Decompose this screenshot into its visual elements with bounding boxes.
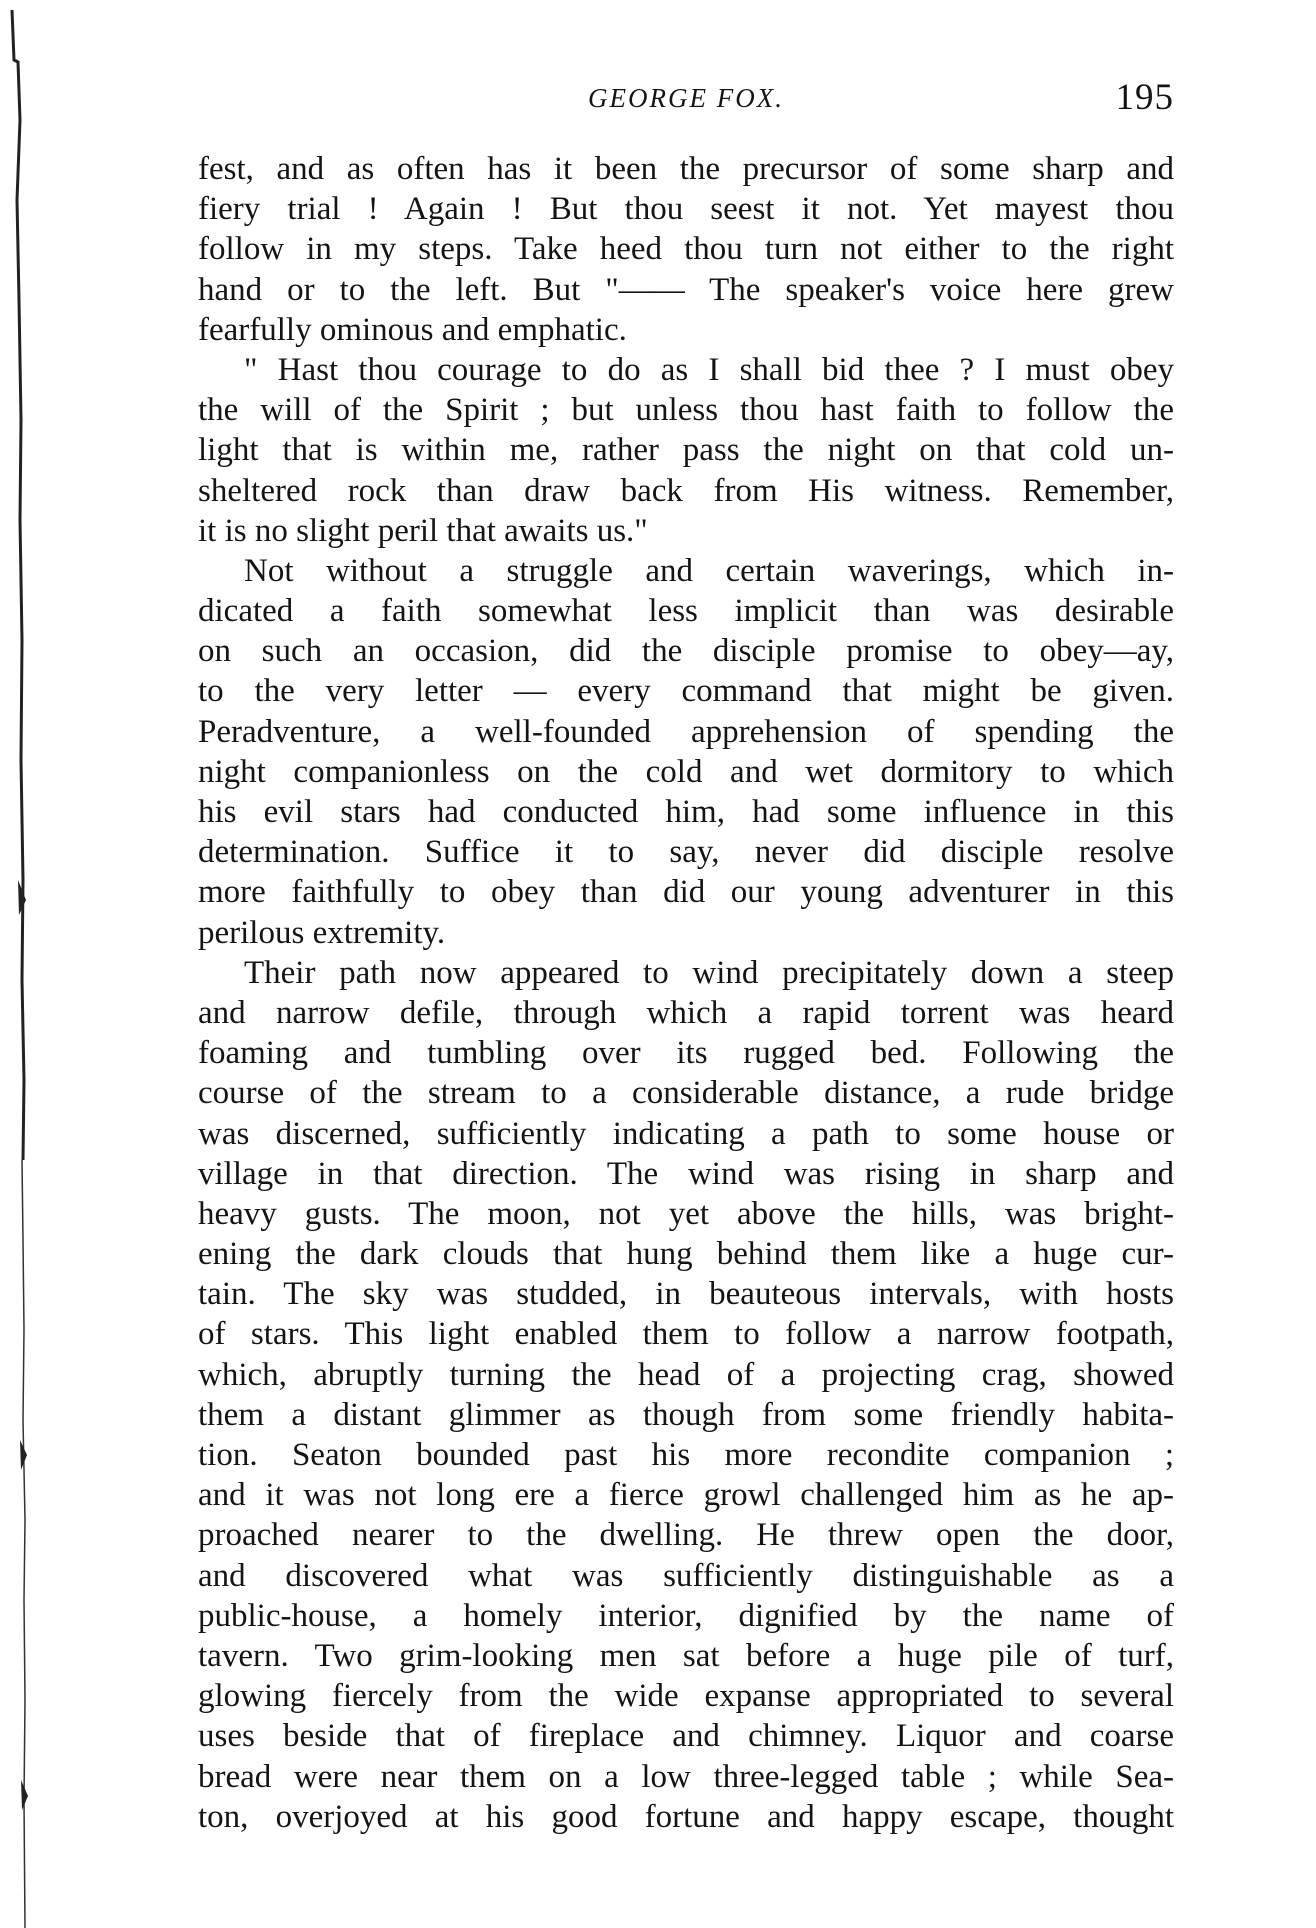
text-line: foaming and tumbling over its rugged bed. Following the xyxy=(198,1035,1174,1072)
text-line: hand or to the left. But "—— The speaker's voice here grew xyxy=(198,271,1174,308)
text-line: glowing fiercely from the wide expanse appropriated to several xyxy=(198,1678,1174,1715)
text-line: tavern. Two grim-looking men sat before a huge pile of turf, xyxy=(198,1637,1174,1674)
text-line: it is no slight peril that awaits us." xyxy=(198,512,648,549)
text-line: Their path now appeared to wind precipitately down a steep xyxy=(244,954,1174,991)
text-line: to the very letter — every command that might be given. xyxy=(198,673,1174,710)
text-line: light that is within me, rather pass the night on that cold un- xyxy=(198,432,1174,469)
text-line: tion. Seaton bounded past his more recondite companion ; xyxy=(198,1437,1174,1473)
text-line: which, abruptly turning the head of a projecting crag, showed xyxy=(198,1356,1174,1393)
text-line: more faithfully to obey than did our young adventurer in this xyxy=(198,874,1174,911)
text-line: night companionless on the cold and wet dormitory to which xyxy=(198,753,1174,790)
text-line: perilous extremity. xyxy=(198,914,446,951)
text-line: fest, and as often has it been the precursor of some sharp and xyxy=(198,151,1174,187)
page-header xyxy=(198,78,1174,128)
running-title: GEORGE FOX. xyxy=(588,83,784,113)
text-line: Peradventure, a well-founded apprehension of spending the xyxy=(198,713,1174,750)
text-line: sheltered rock than draw back from His witness. Remember, xyxy=(198,472,1174,509)
text-line: bread were near them on a low three-legged table ; while Sea- xyxy=(198,1758,1174,1795)
text-line: Not without a struggle and certain waverings, which in- xyxy=(244,552,1174,589)
text-line: heavy gusts. The moon, not yet above the hills, was bright- xyxy=(198,1195,1174,1232)
text-line: public-house, a homely interior, dignified by the name of xyxy=(198,1597,1174,1634)
text-line: uses beside that of fireplace and chimney. Liquor and coarse xyxy=(198,1718,1174,1755)
text-line: on such an occasion, did the disciple promise to obey—ay, xyxy=(198,633,1174,670)
text-line: fearfully ominous and emphatic. xyxy=(198,311,627,348)
text-line: of stars. This light enabled them to follow a narrow footpath, xyxy=(198,1316,1174,1353)
text-line: them a distant glimmer as though from some friendly habita- xyxy=(198,1396,1174,1433)
text-line: determination. Suffice it to say, never did disciple resolve xyxy=(198,834,1174,871)
text-line: was discerned, sufficiently indicating a path to some house or xyxy=(198,1115,1174,1152)
page-number: 195 xyxy=(1115,77,1174,118)
text-line: the will of the Spirit ; but unless thou hast faith to follow the xyxy=(198,392,1174,429)
text-line: " Hast thou courage to do as I shall bid thee ? I must obey xyxy=(244,351,1174,388)
text-line: ening the dark clouds that hung behind them like a huge cur- xyxy=(198,1236,1174,1273)
text-line: proached nearer to the dwelling. He threw open the door, xyxy=(198,1517,1174,1554)
text-line: follow in my steps. Take heed thou turn not either to the right xyxy=(198,231,1174,268)
text-line: and narrow defile, through which a rapid torrent was heard xyxy=(198,994,1174,1031)
text-line: his evil stars had conducted him, had some influence in this xyxy=(198,794,1174,830)
text-line: village in that direction. The wind was rising in sharp and xyxy=(198,1155,1174,1192)
text-line: fiery trial ! Again ! But thou seest it not. Yet mayest thou xyxy=(198,191,1174,228)
text-line: course of the stream to a considerable distance, a rude bridge xyxy=(198,1075,1174,1112)
text-line: and it was not long ere a fierce growl challenged him as he ap- xyxy=(198,1477,1174,1514)
page-binding-edge xyxy=(8,0,30,1928)
text-line: dicated a faith somewhat less implicit than was desirable xyxy=(198,593,1174,630)
text-line: ton, overjoyed at his good fortune and happy escape, thought xyxy=(198,1798,1174,1835)
text-line: tain. The sky was studded, in beauteous intervals, with hosts xyxy=(198,1276,1174,1313)
text-line: and discovered what was sufficiently distinguishable as a xyxy=(198,1557,1174,1594)
body-text xyxy=(198,149,1174,1837)
